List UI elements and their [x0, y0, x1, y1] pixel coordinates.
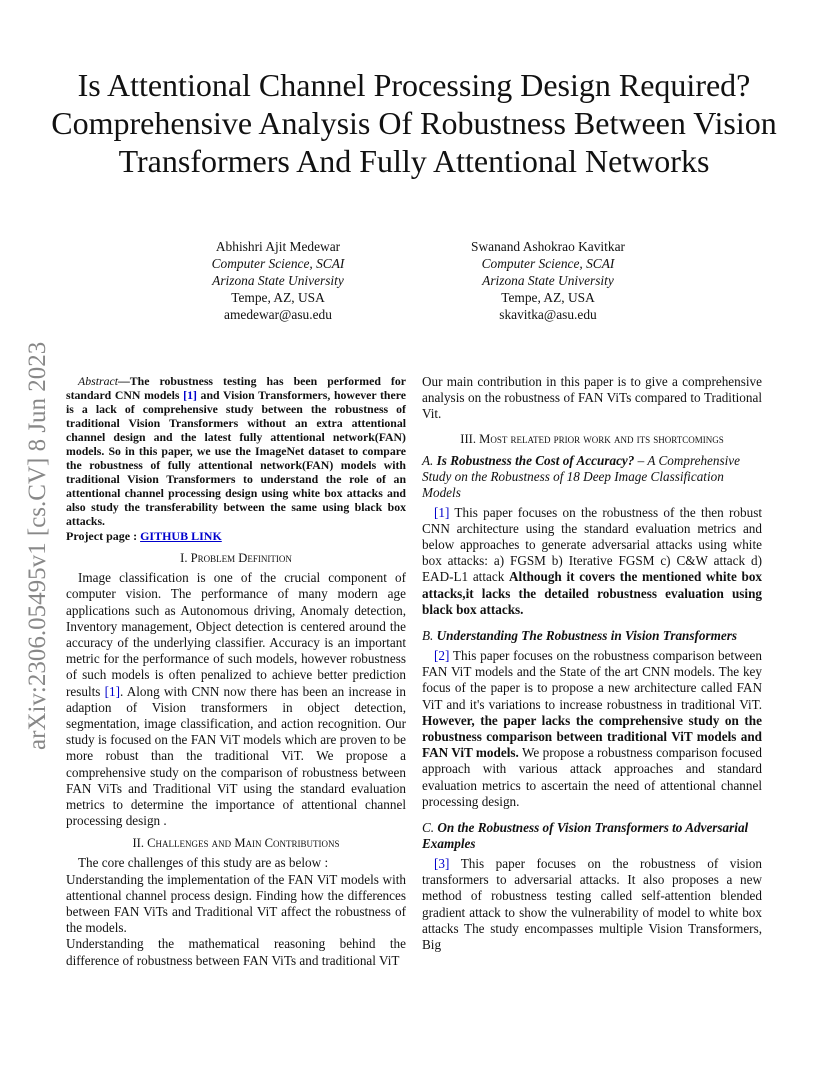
section-heading — [66, 835, 406, 851]
arxiv-sidebar-id: arXiv:2306.05495v1 [cs.CV] 8 Jun 2023 — [24, 341, 51, 750]
author-2 — [418, 238, 678, 323]
subsection-title: On the Robustness of Vision Transformers to Adversarial Examples — [422, 820, 749, 852]
author-university: Arizona State University — [212, 273, 344, 288]
author-city: Tempe, AZ, USA — [231, 290, 325, 305]
subsection-title: Is Robustness the Cost of Accuracy? — [436, 452, 635, 468]
paragraph-bold: Although it covers the mentioned white box attacks,it lacks the detailed robustness evaluation using black box attacks. — [422, 569, 763, 617]
author-dept: Computer Science, SCAI — [481, 256, 615, 271]
section-title: Challenges and Main Contributions — [147, 836, 340, 851]
abstract — [66, 374, 406, 528]
subsection-heading — [422, 453, 762, 501]
subsection-subtitle: – A Comprehensive Study on the Robustness of 18 Deep Image Classification Models — [422, 452, 740, 500]
subsection-heading — [422, 628, 762, 644]
author-email: skavitka@asu.edu — [499, 307, 597, 322]
citation-link[interactable]: [1] — [104, 683, 120, 699]
section-number: III. — [460, 431, 480, 446]
section-title: Most related prior work and its shortcomings — [479, 431, 724, 446]
paragraph: Our main contribution in this paper is to give a comprehensive analysis on the robustness of FAN ViTs compared to Traditional Vit. — [422, 374, 762, 422]
section-heading — [66, 550, 406, 566]
paragraph-bold: However, the paper lacks the comprehensive study on the robustness comparison between traditional ViT models and FAN ViT models. — [422, 712, 762, 761]
abstract-lead: Abstract — [78, 374, 118, 388]
citation-link[interactable]: [1] — [183, 388, 197, 402]
abstract-dash: — — [117, 374, 130, 388]
author-dept: Computer Science, SCAI — [211, 256, 345, 271]
paragraph: The core challenges of this study are as below : — [78, 855, 329, 871]
paragraph: Understanding the implementation of the FAN ViT models with attentional channel process design. Finding how the differences between FAN ViTs and Traditional ViT affect the robustness of the models. — [66, 871, 406, 936]
paragraph-text: This paper focuses on the robustness of the then robust CNN architecture using the standard evaluation metrics and below approaches to generate adversarial attacks using white box attacks: a) FGSM b) Iterative FGSM c) C&W attack d) EAD-L1 attack — [422, 504, 762, 585]
author-1 — [148, 238, 408, 323]
project-page — [66, 528, 406, 544]
right-column — [422, 374, 762, 953]
subsection-title: Understanding The Robustness in Vision Transformers — [436, 628, 737, 644]
citation-link[interactable]: [2] — [434, 648, 450, 664]
subsection-label: C. — [422, 820, 438, 836]
github-link[interactable]: GITHUB LINK — [140, 529, 222, 543]
paragraph-text: This paper focuses on the robustness comparison between FAN ViT models and the State of the art CNN models. The key focus of the paper is to propose a new architecture called FAN ViT and it's variations to increase robustness in traditional ViT. — [422, 648, 762, 712]
paragraph-text: This paper focuses on the robustness of vision transformers to adversarial attacks. It also proposes a new method of robustness testing called self-attention blended gradient attack to show the vulnerability of model to white box attacks The study encompasses multiple Vision Transformers, Big — [422, 856, 762, 953]
author-university: Arizona State University — [482, 273, 614, 288]
section-number: II. — [132, 836, 148, 851]
section-number: I. — [180, 551, 191, 566]
paper-title: Is Attentional Channel Processing Design Required? Comprehensive Analysis Of Robustness Between Vision Transformers And Fully Attentional Networks — [51, 67, 777, 179]
paragraph — [422, 505, 762, 618]
paragraph — [422, 856, 762, 953]
project-page-label: Project page : — [66, 529, 141, 543]
paragraph: Understanding the mathematical reasoning behind the difference of robustness between FAN ViTs and traditional ViT — [66, 936, 406, 968]
subsection-label: B. — [422, 628, 437, 644]
paragraph — [422, 648, 762, 810]
paragraph-text: We propose a robustness comparison focused approach with various attack approaches and standard evaluation metrics to ascertain the need of attentional channel processing design. — [422, 745, 763, 809]
subsection-heading — [422, 820, 762, 852]
abstract-text: The robustness testing has been performed for standard CNN models — [66, 374, 406, 402]
citation-link[interactable]: [3] — [434, 856, 450, 872]
section-heading — [422, 431, 762, 447]
author-name: Swanand Ashokrao Kavitkar — [471, 239, 625, 254]
abstract-text: and Vision Transformers, however there is a lack of comprehensive study between the robustness of traditional Vision Transformers without an extra attentional channel design and the latest fully attentional network(FAN) models. So in this paper, we use the ImageNet dataset to compare the robustness of fully attentional network(FAN) models with traditional Vision Transformers to understand the role of an attentional channel processing design using white box attacks and also study the transferability between the same using black box attacks. — [66, 388, 406, 528]
left-column — [66, 374, 406, 969]
citation-link[interactable]: [1] — [434, 504, 450, 520]
paragraph — [66, 570, 406, 829]
section-title: Problem Definition — [190, 551, 292, 566]
paragraph-text: . Along with CNN now there has been an increase in adaption of Vision transformers in object detection, segmentation, image classification, and action recognition. Our study is focused on the FAN ViT models which are proven to be more robust than the traditional ViT. We propose a comprehensive study on the comparison of robustness between FAN ViTs and Traditional ViT using the standard evaluation metrics to determine the importance of attentional channel processing design . — [66, 683, 406, 829]
author-email: amedewar@asu.edu — [224, 307, 332, 322]
paragraph-text: Image classification is one of the crucial component of computer vision. The performance of many modern age applications such as Autonomous driving, Anomaly detection, Inventory management, Object detection is centered around the accuracy of the underlying classifier. Accuracy is an important metric for the performance of such models, however robustness of such models is often penalized to achieve better prediction results — [66, 570, 406, 699]
subsection-label: A. — [422, 452, 437, 468]
author-name: Abhishri Ajit Medewar — [215, 239, 341, 254]
author-city: Tempe, AZ, USA — [501, 290, 595, 305]
